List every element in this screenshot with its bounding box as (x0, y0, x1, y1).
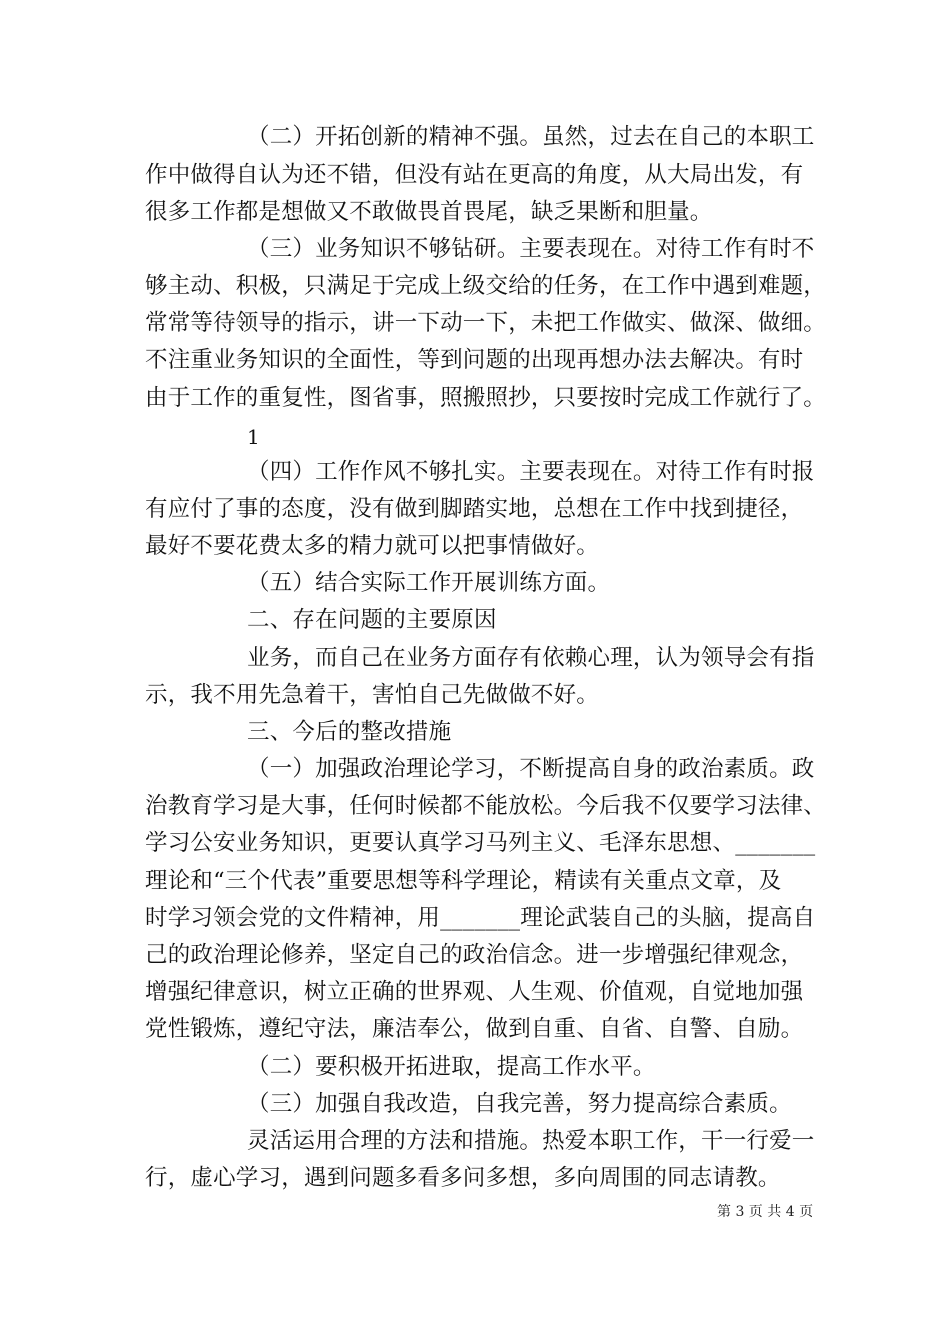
page-footer: 第 3 页 共 4 页 (717, 1204, 814, 1220)
paragraph-line: 灵活运用合理的方法和措施。热爱本职工作，干一行爱一 (247, 1128, 815, 1154)
paragraph-line: （三）加强自我改造，自我完善，努力提高综合素质。 (247, 1091, 792, 1117)
paragraph-line: 业务，而自己在业务方面存有依赖心理，认为领导会有指 (247, 645, 815, 671)
paragraph-line: 党性锻炼，遵纪守法，廉洁奉公，做到自重、自省、自警、自励。 (145, 1016, 804, 1042)
paragraph-line: （二）开拓创新的精神不强。虽然，过去在自己的本职工 (247, 124, 815, 150)
paragraph-line: （三）业务知识不够钻研。主要表现在。对待工作有时不 (247, 236, 815, 262)
paragraph-line: 理论和“三个代表”重要思想等科学理论，精读有关重点文章，及 (145, 868, 782, 894)
paragraph-line: 己的政治理论修养，坚定自己的政治信念。进一步增强纪律观念， (145, 942, 804, 968)
paragraph-line: 作中做得自认为还不错，但没有站在更高的角度，从大局出发，有 (145, 162, 804, 188)
paragraph-line: （二）要积极开拓进取，提高工作水平。 (247, 1054, 656, 1080)
paragraph-line: 时学习领会党的文件精神，用_______理论武装自己的头脑，提高自 (145, 905, 816, 931)
section-heading: 二、存在问题的主要原因 (247, 607, 497, 633)
inline-page-number: 1 (247, 425, 260, 449)
paragraph-line: 很多工作都是想做又不敢做畏首畏尾，缺乏果断和胆量。 (145, 199, 713, 225)
paragraph-line: 示，我不用先急着干，害怕自己先做做不好。 (145, 682, 600, 708)
paragraph-line: 不注重业务知识的全面性，等到问题的出现再想办法去解决。有时 (145, 347, 804, 373)
paragraph-line: 常常等待领导的指示，讲一下动一下，未把工作做实、做深、做细。 (145, 310, 827, 336)
paragraph-line: 行，虚心学习，遇到问题多看多问多想，多向周围的同志请教。 (145, 1165, 781, 1191)
paragraph-line: 有应付了事的态度，没有做到脚踏实地，总想在工作中找到捷径， (145, 496, 804, 522)
paragraph-line: 最好不要花费太多的精力就可以把事情做好。 (145, 533, 600, 559)
paragraph-line: 学习公安业务知识，更要认真学习马列主义、毛泽东思想、_______ (145, 830, 816, 856)
paragraph-line: 增强纪律意识，树立正确的世界观、人生观、价值观，自觉地加强 (145, 979, 804, 1005)
paragraph-line: （一）加强政治理论学习，不断提高自身的政治素质。政 (247, 756, 815, 782)
section-heading: 三、今后的整改措施 (247, 719, 452, 745)
paragraph-line: 够主动、积极，只满足于完成上级交给的任务，在工作中遇到难题， (145, 273, 827, 299)
paragraph-line: （四）工作作风不够扎实。主要表现在。对待工作有时报 (247, 459, 815, 485)
paragraph-line: 治教育学习是大事，任何时候都不能放松。今后我不仅要学习法律、 (145, 793, 827, 819)
paragraph-line: 由于工作的重复性，图省事，照搬照抄，只要按时完成工作就行了。 (145, 385, 827, 411)
paragraph-line: （五）结合实际工作开展训练方面。 (247, 570, 611, 596)
